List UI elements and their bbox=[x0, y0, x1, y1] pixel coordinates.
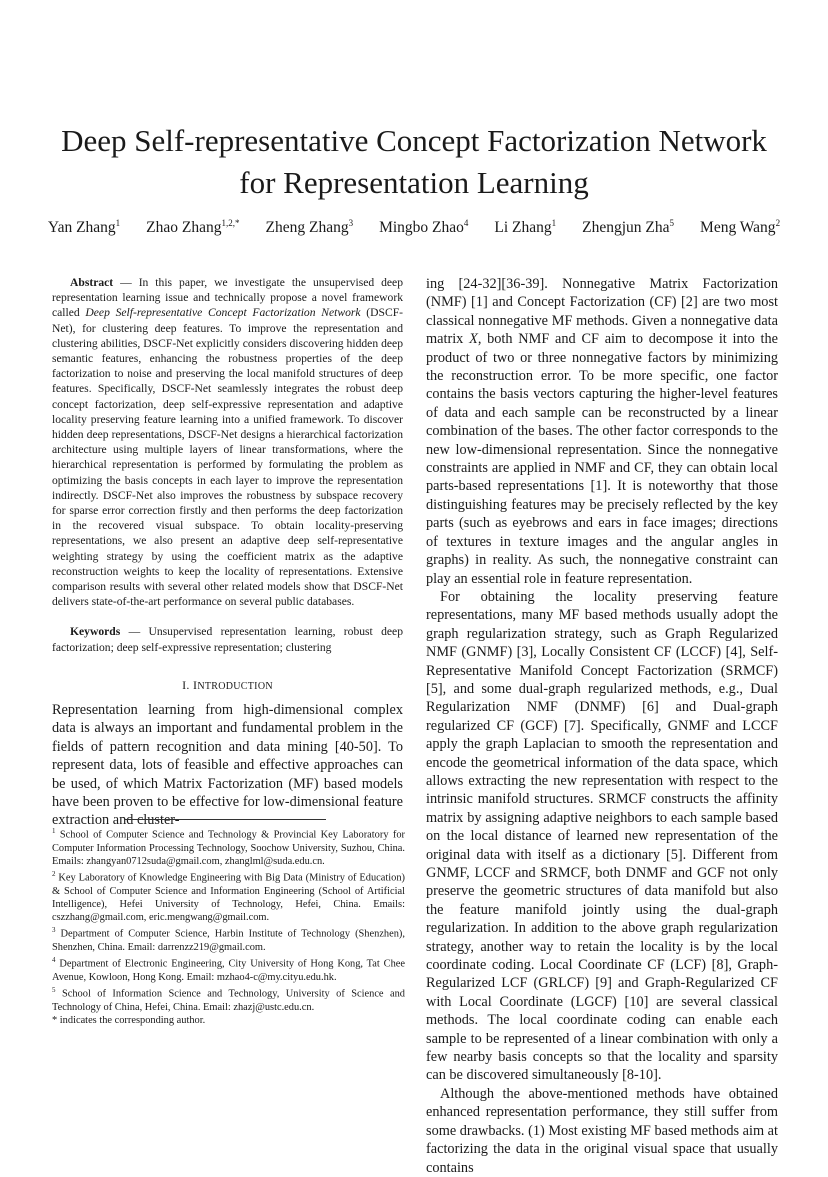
intro-paragraph-1-cont: ing [24-32][36-39]. Nonnegative Matrix Factorization (NMF) [1] and Concept Factorization (CF) [2] are two most classical nonnegative MF methods. Given a nonnegative data matrix X, both NMF and CF aim to decompose it into the product of two or three nonnegative factors by minimizing the reconstruction error. To be more specific, one factor contains the basis vectors capturing the higher-level features of data and each sample can be reconstructed by a linear combination of the bases. The other factor corresponds to the new low-dimensional representation. Since the nonnegative constraints are applied in NMF and CF, they can obtain local parts-based representations [1]. It is noteworthy that those distinguishing features may be precisely reflected by the key parts (such as eyebrows and ears in face images; directions of textures in texture images and the angular angles in graphs) in reality. As such, the nonnegative constraint can play an essential role in feature representation. bbox=[426, 276, 778, 587]
title-line-1: Deep Self-representative Concept Factorization Network bbox=[61, 123, 767, 158]
author: Li Zhang$^1$ bbox=[494, 218, 557, 237]
author: Yan Zhang$^1$ bbox=[47, 218, 121, 237]
author: Zhao Zhang$^{1,2,*}$ bbox=[146, 218, 240, 237]
footnote: $^4$ Department of Electronic Engineering, City University of Hong Kong, Tat Chee Avenue, Kowloon, Hong Kong. Email: mzhao4-c@my.cityu.edu.hk. bbox=[52, 956, 405, 983]
keywords-label: Keywords bbox=[70, 625, 121, 639]
footnote: * indicates the corresponding author. bbox=[52, 1014, 206, 1026]
intro-paragraph-3: Although the above-mentioned methods have obtained enhanced representation performance, they still suffer from some drawbacks. (1) Most existing MF based methods aim at factorizing the data in the original visual space that usually contains bbox=[426, 1085, 778, 1176]
left-column bbox=[52, 275, 403, 830]
footnote: $^1$ School of Computer Science and Technology & Provincial Key Laboratory for Computer Information Processing Technology, Soochow University, Suzhou, China. Emails: zhangyan0712suda@gmail.com, zhanglml@suda.edu.cn. bbox=[52, 827, 405, 867]
right-column bbox=[426, 275, 778, 1177]
abstract-label: Abstract bbox=[70, 276, 114, 289]
author: Zheng Zhang$^3$ bbox=[265, 218, 354, 237]
footnotes bbox=[52, 825, 405, 1027]
math-variable: X bbox=[469, 331, 478, 348]
footnote: $^5$ School of Information Science and Technology, University of Science and Technology of China, Hefei, China. Email: zhazj@ustc.edu.cn. bbox=[52, 986, 405, 1013]
author-list bbox=[30, 218, 798, 237]
abstract: Abstract — In this paper, we investigate the unsupervised deep representation learning issue and technically propose a novel framework called Deep Self-representative Concept Factorization Network (DSCF-Net), for clustering deep features. To improve the representation and clustering abilities, DSCF-Net explicitly considers discovering hidden deep semantic features, enhancing the robustness properties of the deep factorization to noise and preserving the local manifold structures of deep features. Specifically, DSCF-Net seamlessly integrates the robust deep concept factorization, deep self-expressive representation and adaptive locality preserving feature learning into a unified framework. To discover hidden deep representations, DSCF-Net designs a hierarchical factorization architecture using multiple layers of linear transformations, where the hierarchical representation is performed by formulating the problem as optimizing the basis concepts in each layer to improve the representation indirectly. DSCF-Net also improves the robustness by subspace recovery for sparse error correction firstly and then performs the deep factorization in the recovered visual subspace. To obtain locality-preserving representations, we also present an adaptive deep self-representative weighting strategy by using the coefficient matrix as the adaptive reconstruction weights to keep the locality of representations. Extensive comparison results with several other related models show that DSCF-Net delivers state-of-the-art performance on several public databases. bbox=[52, 276, 403, 609]
keywords: Keywords — Unsupervised representation learning, robust deep factorization; deep self-expressive representation; clustering bbox=[52, 625, 403, 654]
author: Mingbo Zhao$^4$ bbox=[379, 218, 469, 237]
author: Meng Wang$^2$ bbox=[700, 218, 781, 237]
intro-paragraph-2: For obtaining the locality preserving feature representations, many MF based methods usually adopt the graph regularization strategy, such as Graph Regularized NMF (GNMF) [3], Locally Consistent CF (LCCF) [4], Self-Representative Manifold Concept Factorization (SRMCF) [5], and some dual-graph regularized methods, e.g., Dual Regularization NMF (DNMF) [6] and Dual-graph regularized CF (GCF) [7]. Specifically, GNMF and LCCF apply the graph Laplacian to smooth the representation and encode the geometrical information of the data space, which allows extracting the new representation with respect to the intrinsic manifold structures. SRMCF constructs the affinity matrix by assigning adaptive neighbors to each sample based on the local distance of learned new representation of the original data with itself as a dictionary [5]. Different from GNMF, LCCF and SRMCF, both DNMF and GCF not only preserve the geometric structures of data manifold but also the feature manifold jointly using the dual-graph regularization. In addition to the above graph regularization strategy, another way to retain the locality is by the local coordinate coding. Local Coordinate CF (LCF) [8], Graph-Regularized LCF (GRLCF) [9] and Graph-Regularized CF with Local Coordinate (LGCF) [10] are several classical methods. The local coordinate coding can enable each sample to be represented of a linear combination with only a few nearby basis concepts so that the locality and sparsity can be discovered simultaneously [8-10]. bbox=[426, 588, 778, 1084]
intro-paragraph-1-start: Representation learning from high-dimensional complex data is always an important and fundamental problem in the fields of pattern recognition and data mining [40-50]. To represent data, lots of feasible and effective approaches can be used, of which Matrix Factorization (MF) based models have been proven to be effective for low-dimensional feature extraction and cluster- bbox=[52, 701, 403, 829]
footnote: $^3$ Department of Computer Science, Harbin Institute of Technology (Shenzhen), Shenzhen, China. Email: darrenzz219@gmail.com. bbox=[52, 926, 405, 954]
paper-title bbox=[40, 120, 788, 204]
author: Zhengjun Zha$^5$ bbox=[582, 218, 675, 237]
title-line-2: for Representation Learning bbox=[239, 165, 589, 200]
footnote: $^2$ Key Laboratory of Knowledge Engineering with Big Data (Ministry of Education) & School of Computer Science and Information Engineering (School of Artificial Intelligence), Hefei University of Technology, Hefei, China. Emails: cszzhang@gmail.com, eric.mengwang@gmail.com. bbox=[52, 870, 405, 924]
footnote-rule bbox=[124, 819, 326, 820]
section-heading-introduction: I. INTRODUCTION bbox=[182, 677, 273, 692]
